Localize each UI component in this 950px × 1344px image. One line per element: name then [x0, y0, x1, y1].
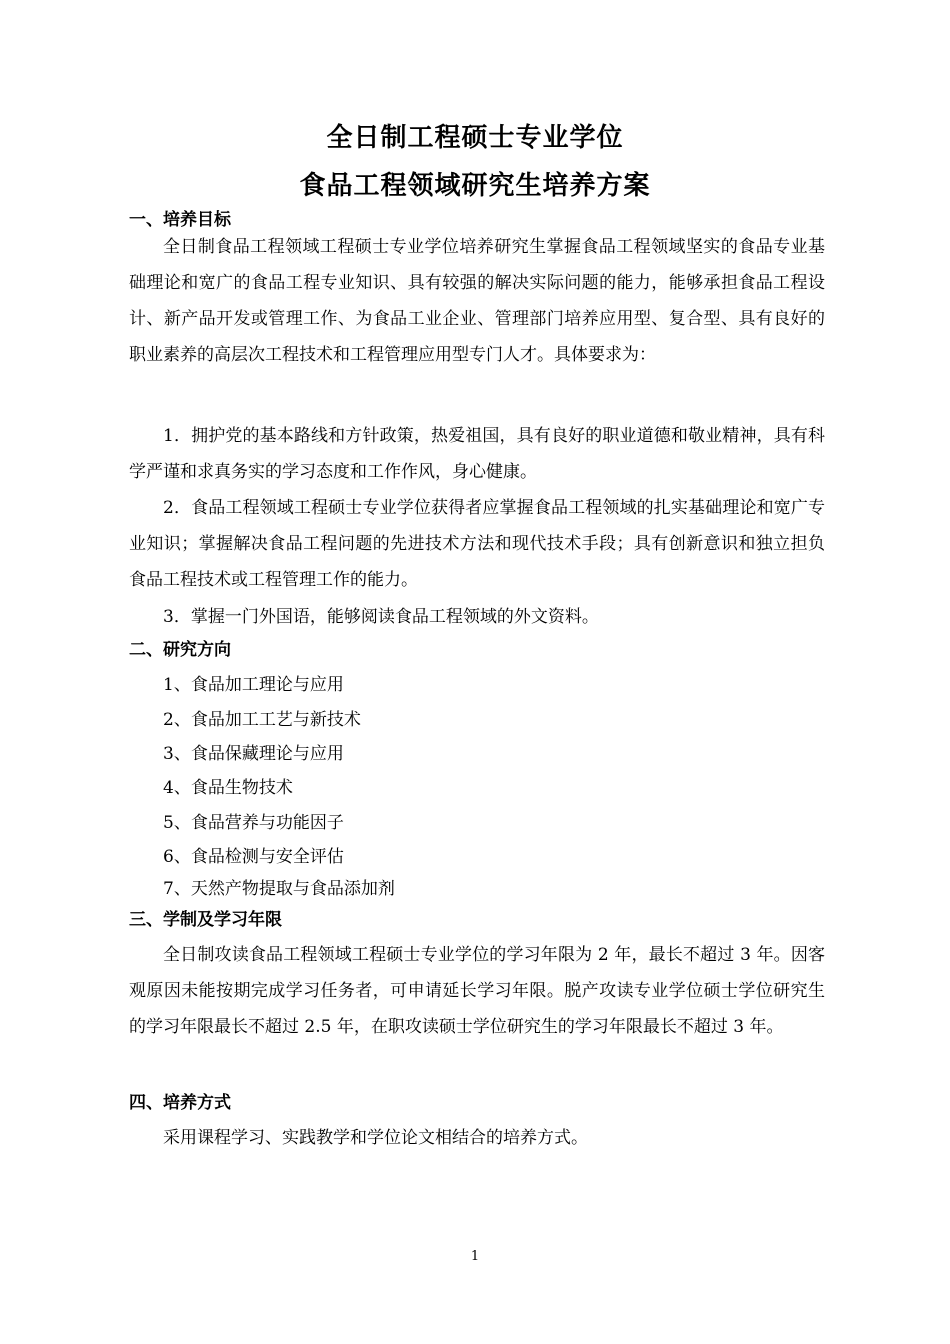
- document-title-line-2: 食品工程领域研究生培养方案: [299, 171, 651, 201]
- document-title-line-1: 全日制工程硕士专业学位: [326, 123, 624, 153]
- direction-item: 5、食品营养与功能因子: [163, 813, 344, 833]
- method-paragraph: 采用课程学习、实践教学和学位论文相结合的培养方式。: [163, 1128, 588, 1148]
- direction-item: 1、食品加工理论与应用: [163, 675, 344, 695]
- direction-item: 6、食品检测与安全评估: [163, 847, 344, 867]
- objectives-requirement-2: 2．食品工程领域工程硕士专业学位获得者应掌握食品工程领域的扎实基础理论和宽广专业知识；掌握解决食品工程问题的先进技术方法和现代技术手段；具有创新意识和独立担负食品工程技术或工程管理工作的能力。: [129, 498, 825, 590]
- section-heading-directions: 二、研究方向: [129, 640, 231, 660]
- duration-paragraph: 全日制攻读食品工程领域工程硕士专业学位的学习年限为 2 年，最长不超过 3 年。因客观原因未能按期完成学习任务者，可申请延长学习年限。脱产攻读专业学位硕士学位研究生的学习年限最长不超过 2.5 年，在职攻读硕士学位研究生的学习年限最长不超过 3 年。: [129, 945, 825, 1037]
- direction-item: 3、食品保藏理论与应用: [163, 744, 344, 764]
- page-number: 1: [470, 1249, 480, 1264]
- section-heading-objectives: 一、培养目标: [129, 210, 231, 230]
- objectives-intro-paragraph: 全日制食品工程领域工程硕士专业学位培养研究生掌握食品工程领域坚实的食品专业基础理论和宽广的食品工程专业知识、具有较强的解决实际问题的能力，能够承担食品工程设计、新产品开发或管理工作、为食品工业企业、管理部门培养应用型、复合型、具有良好的职业素养的高层次工程技术和工程管理应用型专门人才。具体要求为：: [129, 237, 825, 365]
- section-heading-method: 四、培养方式: [129, 1093, 231, 1113]
- section-heading-duration: 三、学制及学习年限: [129, 910, 282, 930]
- direction-item: 4、食品生物技术: [163, 778, 293, 798]
- objectives-requirement-1: 1．拥护党的基本路线和方针政策，热爱祖国，具有良好的职业道德和敬业精神，具有科学严谨和求真务实的学习态度和工作作风，身心健康。: [129, 426, 825, 482]
- direction-item: 2、食品加工工艺与新技术: [163, 710, 361, 730]
- objectives-requirement-3: 3．掌握一门外国语，能够阅读食品工程领域的外文资料。: [163, 607, 599, 627]
- direction-item: 7、天然产物提取与食品添加剂: [163, 879, 395, 899]
